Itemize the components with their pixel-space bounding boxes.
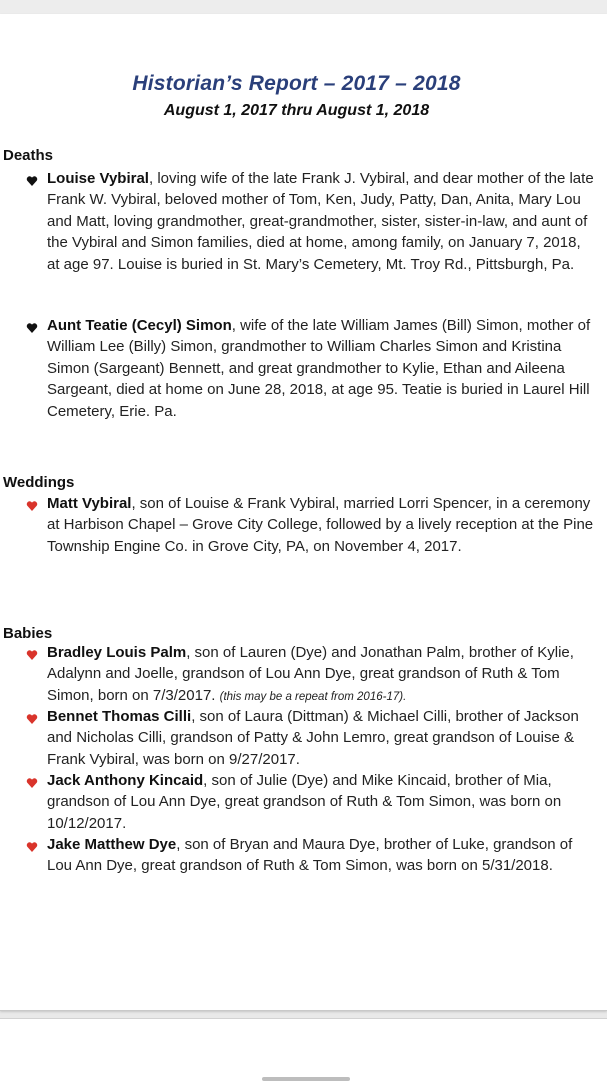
list-item-death-louise-vybiral <box>47 168 595 275</box>
heart-icon <box>26 322 38 334</box>
person-name: Bradley Louis Palm <box>47 644 187 661</box>
section-heading-deaths: Deaths <box>3 147 54 164</box>
section-heading-babies: Babies <box>3 625 53 642</box>
list-item-death-teatie-simon <box>47 315 595 422</box>
person-name: Louise Vybiral <box>47 170 149 187</box>
person-name: Matt Vybiral <box>47 495 132 512</box>
person-name: Jack Anthony Kincaid <box>47 772 204 789</box>
next-page-heading-fragment <box>262 1077 350 1081</box>
entry-text: , son of Julie (Dye) and Mike Kincaid, brother of Mia, grandson of Lou Ann Dye, great grandson of Ruth & Tom Simon, was born on 10/12/2017. <box>47 772 562 832</box>
heart-icon <box>26 777 38 789</box>
viewer-top-strip <box>0 0 607 15</box>
entry-text: , son of Bryan and Maura Dye, brother of Luke, grandson of Lou Ann Dye, great grandson of Ruth & Tom Simon, was born on 5/31/2018. <box>47 836 573 875</box>
list-item-baby-jack-kincaid <box>47 770 595 834</box>
list-item-wedding-matt-vybiral <box>47 493 595 557</box>
report-date-range: August 1, 2017 thru August 1, 2018 <box>163 102 430 119</box>
entry-text: , son of Laura (Dittman) & Michael Cilli, brother of Jackson and Nicholas Cilli, grandson of Patty & John Lemro, great grandson of Louise & Frank Vybiral, was born on 9/27/2017. <box>47 708 579 768</box>
person-name: Aunt Teatie (Cecyl) Simon <box>47 317 232 334</box>
entry-text: , wife of the late William James (Bill) Simon, mother of William Lee (Billy) Simon, grandmother to William Charles Simon and Kristina Simon (Sargeant) Bennett, and great grandmother to Kylie, Ethan and Aileena Sargeant, died at home on June 28, 2018, at age 95. Teatie is buried in Laurel Hill Cemetery, Erie. Pa. <box>47 317 591 420</box>
entry-text: , loving wife of the late Frank J. Vybiral, and dear mother of the late Frank W. Vybiral, beloved mother of Tom, Ken, Judy, Patty, Dan, Anita, Mary Lou and Matt, loving grandmother, great-grandmother, sister, sister-in-law, and aunt of the Vybiral and Simon families, died at home, among family, on January 7, 2018, at age 97. Louise is buried in St. Mary’s Cemetery, Mt. Troy Rd., Pittsburgh, Pa. <box>47 170 594 273</box>
heart-icon <box>26 649 38 661</box>
person-name: Jake Matthew Dye <box>47 836 177 853</box>
list-item-baby-bennet-cilli <box>47 706 595 770</box>
entry-text: , son of Lauren (Dye) and Jonathan Palm, brother of Kylie, Adalynn and Joelle, grandson of Lou Ann Dye, great grandson of Ruth & Tom Simon, born on 7/3/2017. <box>47 644 574 704</box>
list-item-baby-bradley-palm <box>47 642 595 708</box>
section-heading-weddings: Weddings <box>3 474 75 491</box>
document-page <box>0 14 607 1011</box>
list-item-baby-jake-dye <box>47 834 595 877</box>
heart-icon <box>26 841 38 853</box>
heart-icon <box>26 500 38 512</box>
report-title: Historian’s Report – 2017 – 2018 <box>132 72 461 95</box>
person-name: Bennet Thomas Cilli <box>47 708 192 725</box>
heart-icon <box>26 175 38 187</box>
entry-text: , son of Louise & Frank Vybiral, married Lorri Spencer, in a ceremony at Harbison Chapel – Grove City College, followed by a lively reception at the Pine Township Engine Co. in Grove City, PA, on November 4, 2017. <box>47 495 594 555</box>
heart-icon <box>26 713 38 725</box>
next-page-preview <box>0 1018 607 1081</box>
repeat-note: (this may be a repeat from 2016-17). <box>219 690 407 703</box>
